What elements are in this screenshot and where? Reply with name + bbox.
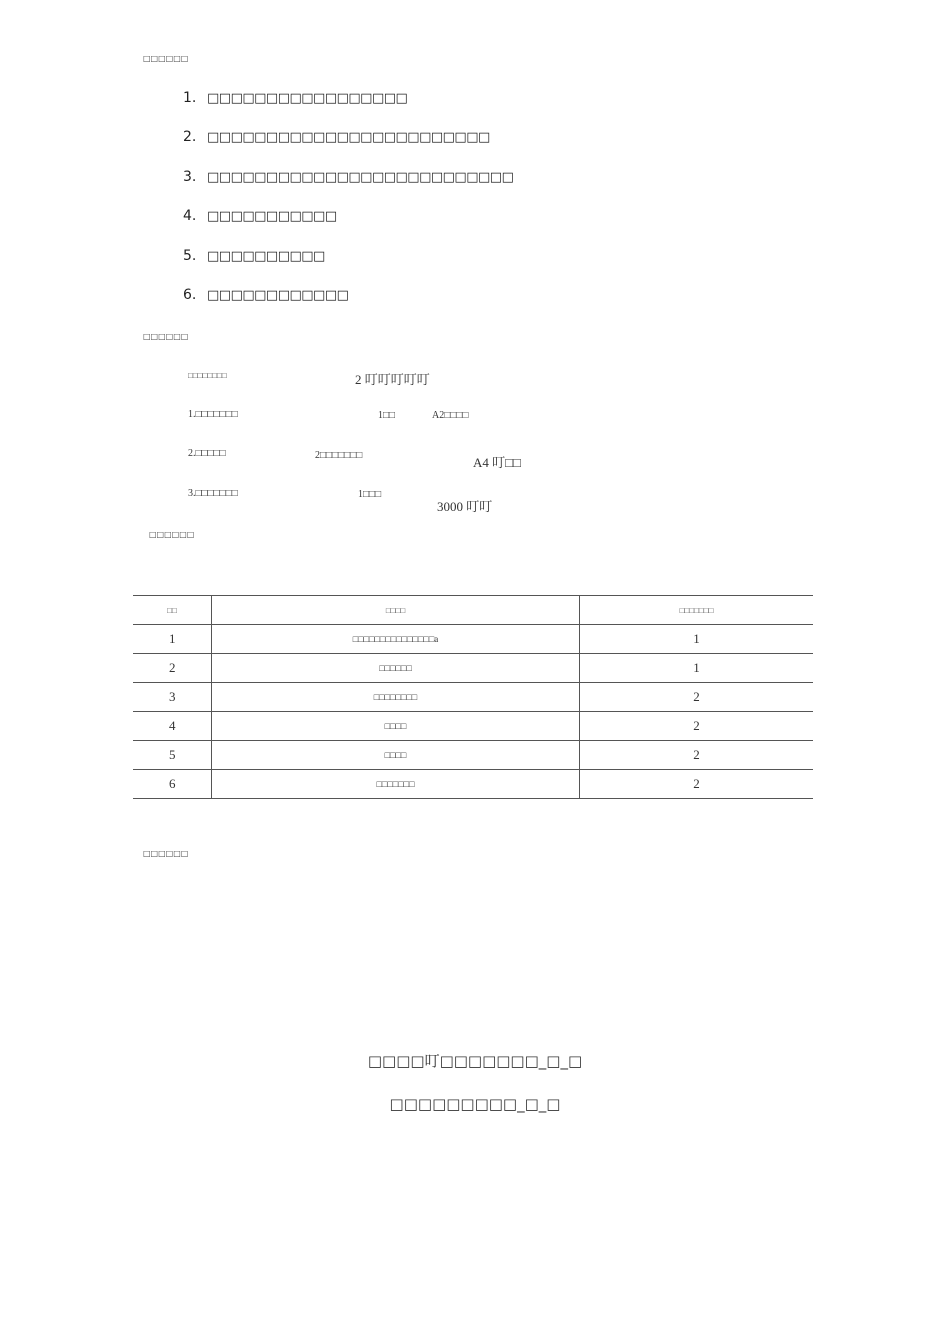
table-row: [133, 770, 813, 799]
section-label-2: □□□□□□: [143, 332, 189, 341]
list-item-number: 4.: [183, 208, 197, 224]
cell-count: 1: [580, 654, 814, 683]
equipment-row1-mid: 1□□: [378, 410, 396, 421]
results-table: [133, 595, 813, 799]
cell-count: 2: [580, 770, 814, 799]
equipment-row2-right: A4 叮□□: [473, 455, 521, 470]
equipment-row2-mid: 2□□□□□□□: [315, 450, 363, 461]
cell-count: 2: [580, 712, 814, 741]
list-item: [183, 287, 348, 303]
list-item-number: 3.: [183, 169, 197, 185]
list-item-text: □□□□□□□□□□□□: [207, 288, 349, 303]
list-item: [183, 248, 325, 264]
equipment-row1-left: 1.□□□□□□□: [188, 409, 238, 420]
list-item-text: □□□□□□□□□□□□□□□□□□□□□□□□□□: [207, 170, 514, 185]
cell-name: □□□□□□□□: [212, 683, 580, 712]
equipment-row3-right: 3000 叮叮: [437, 499, 493, 514]
cell-name: □□□□: [212, 741, 580, 770]
list-item: [183, 208, 337, 224]
cell-no: 4: [133, 712, 212, 741]
cell-name: □□□□□□□□□□□□□□□a: [212, 625, 580, 654]
section-label-3: □□□□□□: [149, 530, 195, 539]
list-item: [183, 90, 407, 106]
cell-name: □□□□: [212, 712, 580, 741]
list-item-number: 1.: [183, 90, 197, 106]
cell-count: 2: [580, 683, 814, 712]
list-item-text: □□□□□□□□□□□: [207, 209, 337, 224]
list-item-number: 6.: [183, 287, 197, 303]
table-row: [133, 625, 813, 654]
list-item-text: □□□□□□□□□□□□□□□□□: [207, 91, 408, 106]
list-item-text: □□□□□□□□□□: [207, 249, 325, 264]
table-header-no: □□: [133, 596, 212, 625]
equipment-row2-left: 2.□□□□□: [188, 448, 226, 459]
cell-no: 3: [133, 683, 212, 712]
equipment-row1-right: A2□□□□: [432, 410, 469, 421]
table-row: [133, 654, 813, 683]
list-item-number: 2.: [183, 129, 197, 145]
cell-no: 2: [133, 654, 212, 683]
table-header-count: □□□□□□□: [580, 596, 814, 625]
footer-line-2: □□□□□□□□□_□_□: [389, 1095, 561, 1113]
list-item-text: □□□□□□□□□□□□□□□□□□□□□□□□: [207, 130, 490, 145]
table-row: [133, 712, 813, 741]
cell-no: 5: [133, 741, 212, 770]
cell-no: 6: [133, 770, 212, 799]
table-header-name: □□□□: [212, 596, 580, 625]
section-label-4: □□□□□□: [143, 849, 189, 858]
equipment-row3-left: 3.□□□□□□□: [188, 488, 238, 499]
cell-name: □□□□□□□: [212, 770, 580, 799]
equipment-header-left: □□□□□□□□: [188, 371, 227, 380]
cell-name: □□□□□□: [212, 654, 580, 683]
equipment-header-right: 2 叮叮叮叮叮: [355, 372, 430, 387]
list-item: [183, 129, 490, 145]
equipment-row3-mid: 1□□□: [358, 489, 382, 500]
footer-line-1: □□□□叮□□□□□□□_□_□: [367, 1052, 583, 1070]
cell-count: 1: [580, 625, 814, 654]
table-row: [133, 741, 813, 770]
section-label-1: □□□□□□: [143, 54, 189, 63]
cell-count: 2: [580, 741, 814, 770]
table-header-row: [133, 596, 813, 625]
list-item: [183, 169, 513, 185]
list-item-number: 5.: [183, 248, 197, 264]
cell-no: 1: [133, 625, 212, 654]
table-row: [133, 683, 813, 712]
